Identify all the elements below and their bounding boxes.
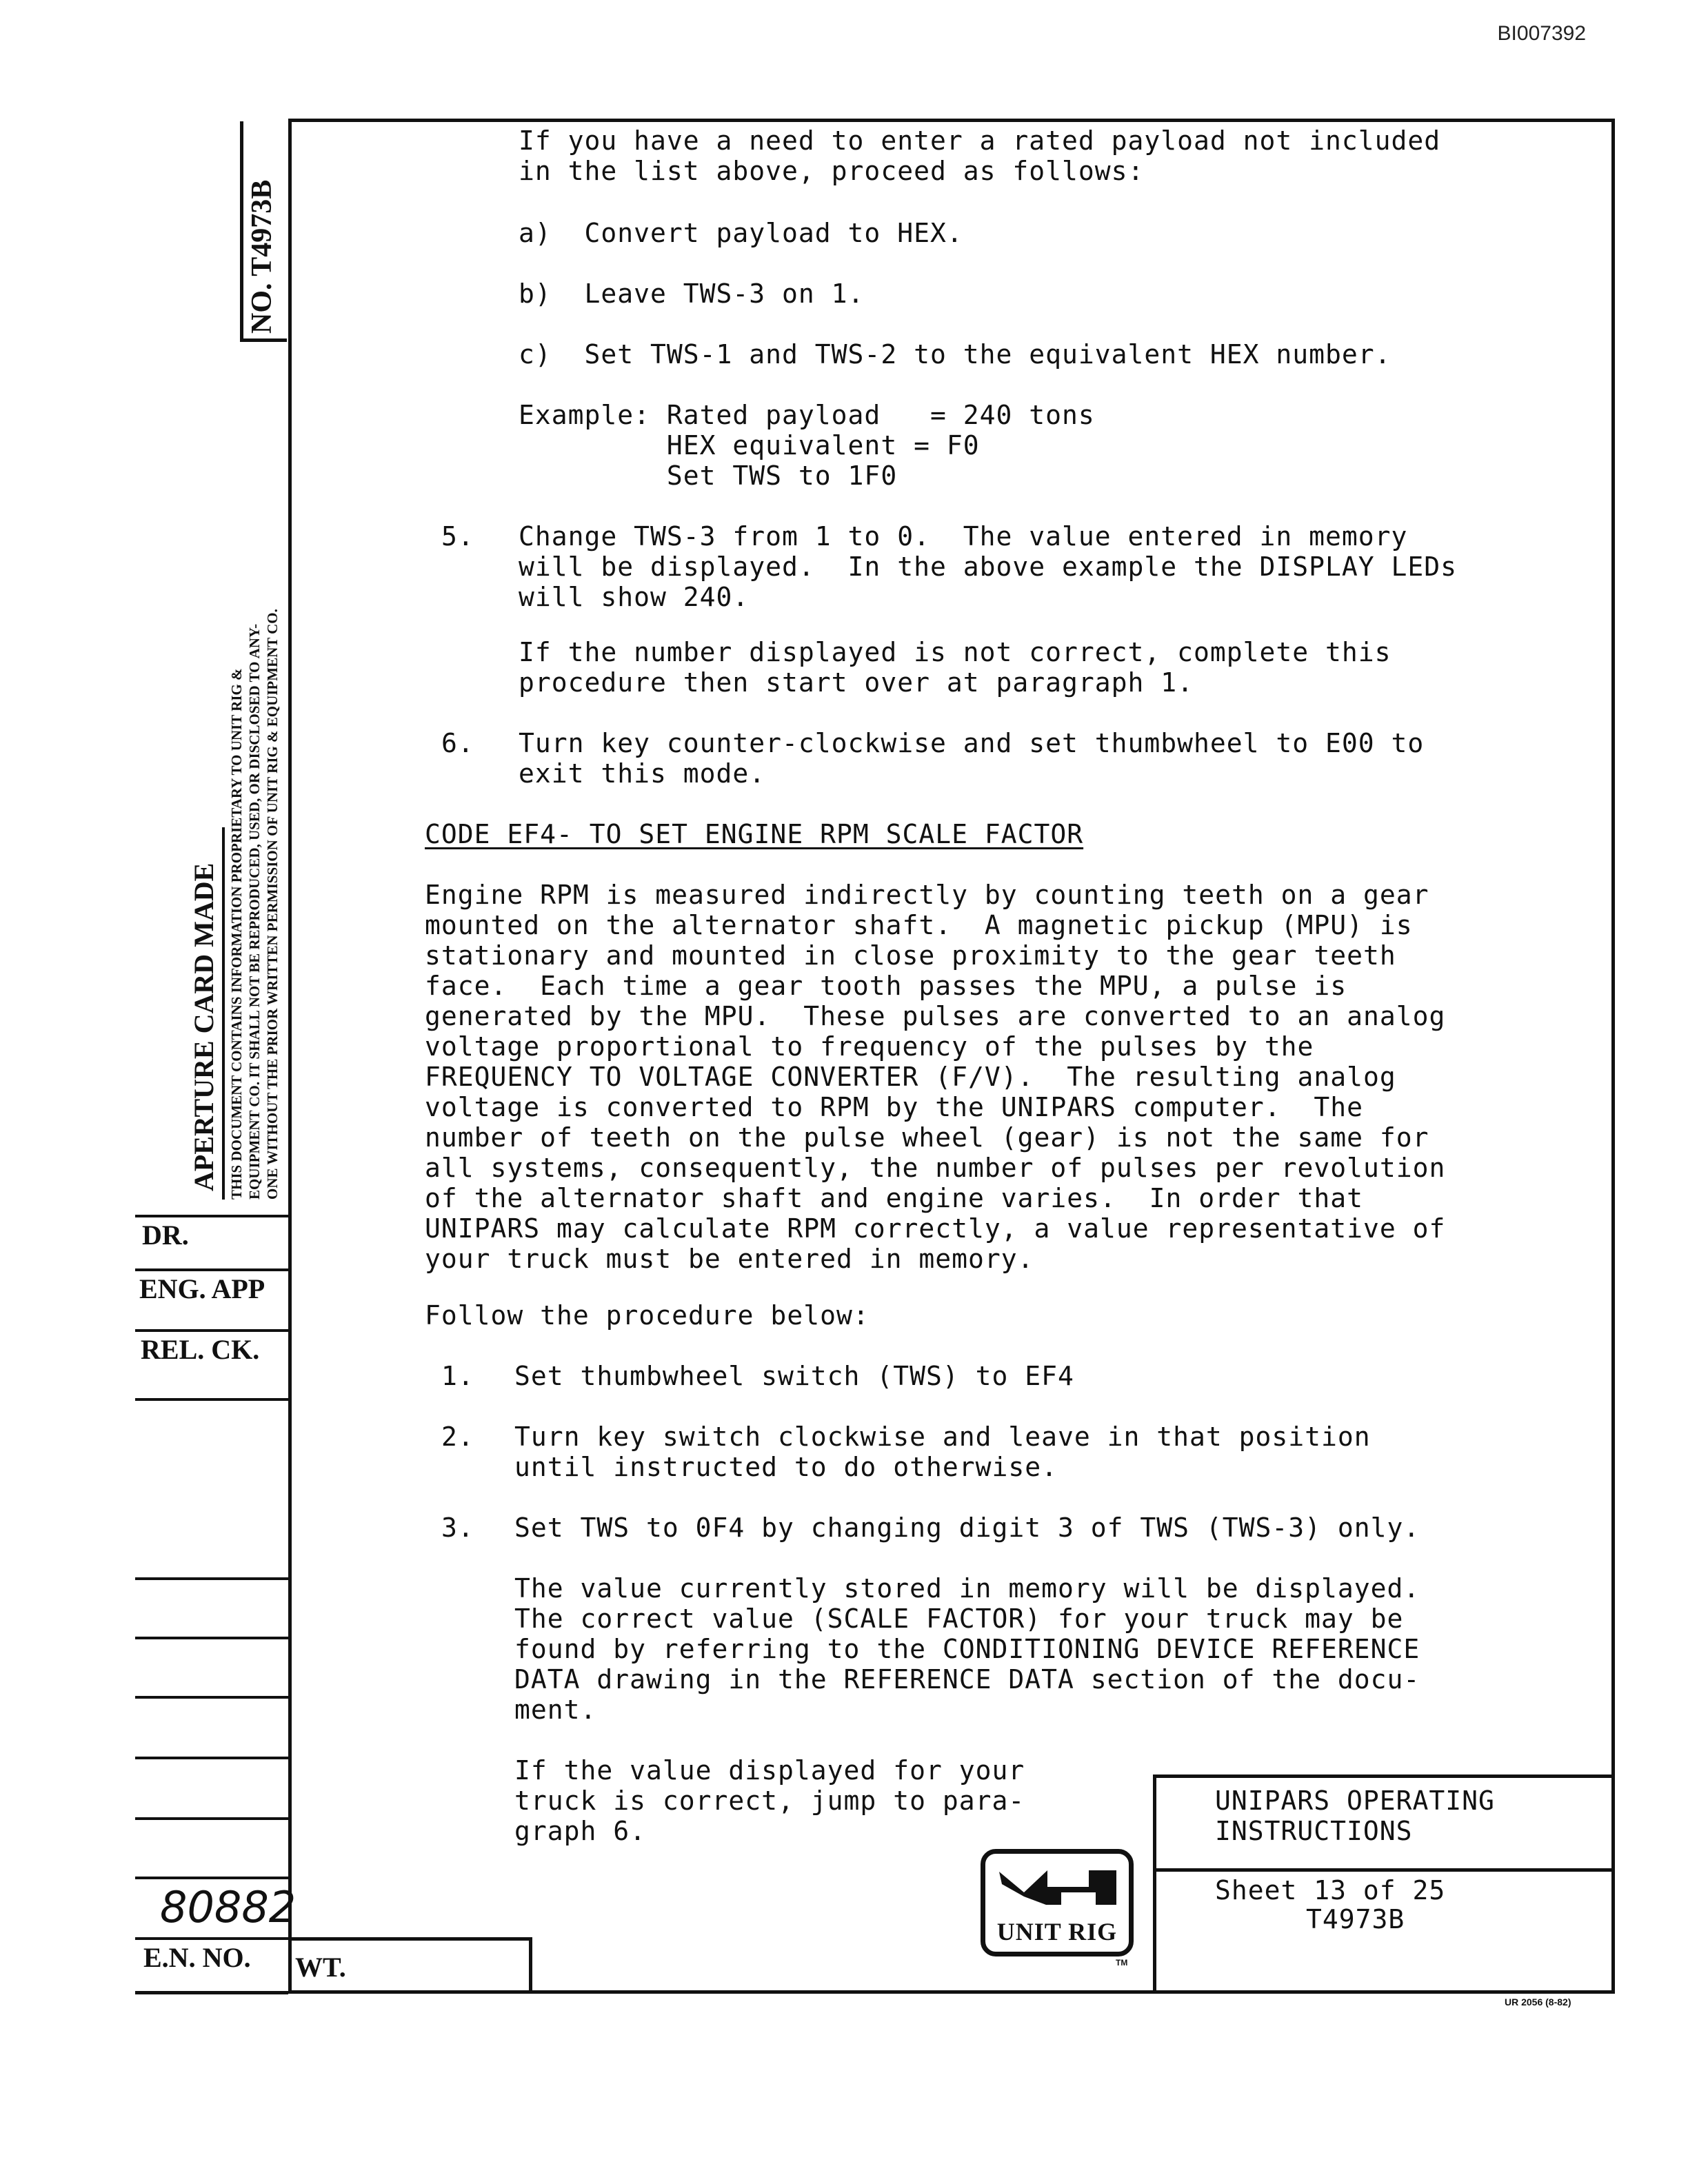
en-number: 80882 <box>160 1882 297 1932</box>
rpm-paragraph: Engine RPM is measured indirectly by counting teeth on a gear mounted on the alternator shaft. A magnetic pickup (MPU) is stationary and mounted in close proximity to the gear teeth face. Each time a gear tooth passes the MPU, a pulse is generated by the MPU. These pulses are converted to an analog voltage proportional to frequency of the pulses by the FREQUENCY TO VOLTAGE CONVERTER (F/V). The resulting analog voltage is converted to RPM by the UNIPARS computer. The number of teeth on the pulse wheel (gear) is not the same for all systems, consequently, the number of pulses per revolution of the alternator shaft and engine varies. In order that UNIPARS may calculate RPM correctly, a value representative of your truck must be entered in memory. <box>425 880 1446 1274</box>
notice-line-1: THIS DOCUMENT CONTAINS INFORMATION PROPRIETARY TO UNIT RIG & <box>228 668 245 1200</box>
document-id: BI007392 <box>1497 22 1586 45</box>
margin-rule <box>135 1817 288 1820</box>
procedure-1-text: Set thumbwheel switch (TWS) to EF4 <box>514 1361 1074 1391</box>
logo-text: UNIT RIG <box>996 1918 1118 1945</box>
margin-rule <box>135 1398 288 1401</box>
margin-rule <box>135 1329 288 1332</box>
document-title: UNIPARS OPERATING INSTRUCTIONS <box>1215 1786 1495 1846</box>
step-c: c) Set TWS-1 and TWS-2 to the equivalent HEX number. <box>519 339 1391 370</box>
procedure-2-number: 2. <box>441 1422 474 1452</box>
proprietary-notice <box>228 372 281 1200</box>
bottom-rule <box>135 1991 288 1994</box>
margin-rule <box>135 1877 288 1879</box>
margin-rule <box>135 1937 288 1940</box>
title-block-divider <box>1153 1868 1615 1872</box>
example-block: Example: Rated payload = 240 tons HEX equivalent = F0 Set TWS to 1F0 <box>519 400 1095 491</box>
margin-rule <box>135 1268 288 1271</box>
sheet-number: Sheet 13 of 25 <box>1215 1875 1446 1905</box>
eng-app-label: ENG. APP <box>139 1273 265 1304</box>
step-a: a) Convert payload to HEX. <box>519 218 963 248</box>
en-label: E.N. NO. <box>143 1942 251 1973</box>
step-b: b) Leave TWS-3 on 1. <box>519 279 865 309</box>
intro-text: If you have a need to enter a rated payload not included in the list above, proceed as follows: <box>519 125 1441 186</box>
item-5-note: If the number displayed is not correct, complete this procedure then start over at paragraph 1. <box>519 637 1391 698</box>
item-6-text: Turn key counter-clockwise and set thumbwheel to E00 to exit this mode. <box>519 728 1425 789</box>
procedure-3-note: The value currently stored in memory will be displayed. The correct value (SCALE FACTOR) for your truck may be found by referring to the CONDITIONING DEVICE REFERENCE DATA drawing in the REFERENCE DATA section of the docu- ment. <box>514 1573 1420 1725</box>
unit-rig-logo <box>981 1849 1134 1957</box>
procedure-2-text: Turn key switch clockwise and leave in that position until instructed to do otherwise. <box>514 1422 1371 1482</box>
margin-rule <box>135 1215 288 1217</box>
weight-label: WT. <box>295 1952 346 1983</box>
procedure-1-number: 1. <box>441 1361 474 1391</box>
unit-rig-mark-icon <box>985 1857 1129 1925</box>
item-6-number: 6. <box>441 728 474 758</box>
drawing-number: NO. T4973B <box>246 179 278 334</box>
item-5-text: Change TWS-3 from 1 to 0. The value entered in memory will be displayed. In the above example the DISPLAY LEDs will show 240. <box>519 521 1458 612</box>
aperture-card-label: APERTURE CARD MADE <box>188 862 219 1191</box>
procedure-3-text: Set TWS to 0F4 by changing digit 3 of TWS (TWS-3) only. <box>514 1513 1420 1543</box>
aperture-line <box>222 827 225 1200</box>
margin-rule <box>135 1696 288 1699</box>
procedure-3-number: 3. <box>441 1513 474 1543</box>
margin-rule <box>135 1637 288 1639</box>
margin-rule <box>135 1757 288 1759</box>
follow-procedure: Follow the procedure below: <box>425 1300 870 1331</box>
rel-ck-label: REL. CK. <box>141 1334 260 1365</box>
left-margin <box>0 0 297 2184</box>
procedure-3-note-2: If the value displayed for your truck is correct, jump to para- graph 6. <box>514 1755 1025 1846</box>
form-number: UR 2056 (8-82) <box>1505 1996 1571 2008</box>
margin-rule <box>135 1577 288 1580</box>
item-5-number: 5. <box>441 521 474 552</box>
trademark-mark: TM <box>1116 1958 1128 1968</box>
drawing-code: T4973B <box>1306 1904 1405 1934</box>
notice-line-3: ONE WITHOUT THE PRIOR WRITTEN PERMISSION OF UNIT RIG & EQUIPMENT CO. <box>264 609 281 1200</box>
section-heading: CODE EF4- TO SET ENGINE RPM SCALE FACTOR <box>425 819 1084 849</box>
dr-label: DR. <box>142 1220 189 1251</box>
notice-line-2: EQUIPMENT CO. IT SHALL NOT BE REPRODUCED, USED, OR DISCLOSED TO ANY- <box>246 623 263 1200</box>
